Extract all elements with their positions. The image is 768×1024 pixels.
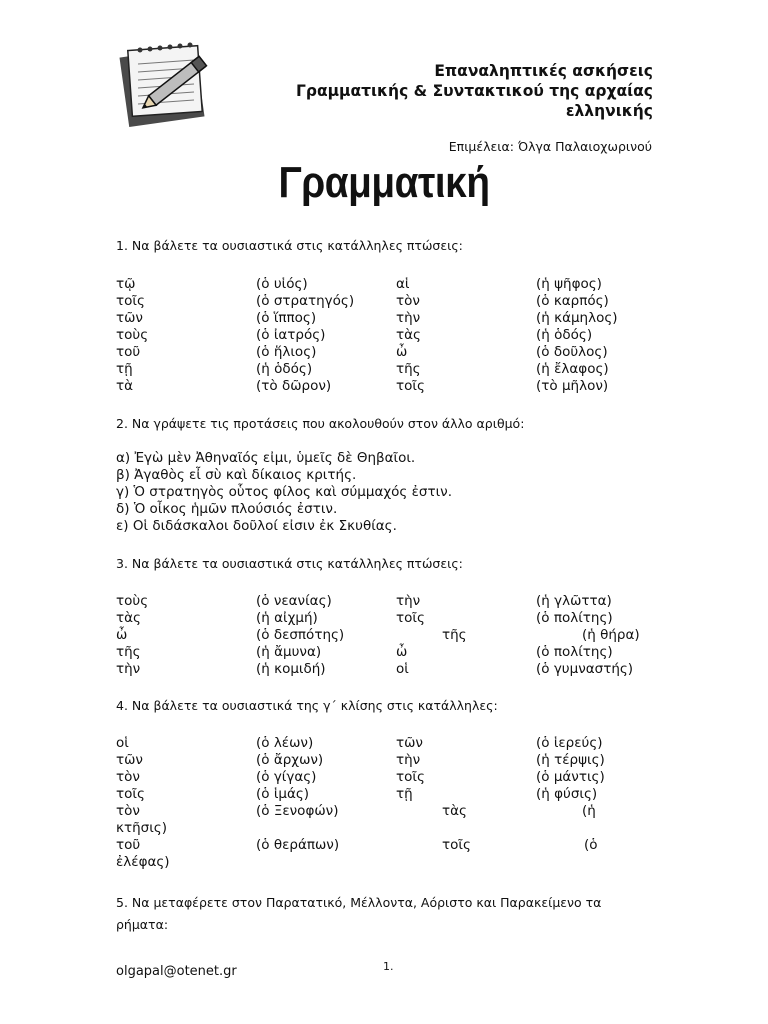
title-line: Επαναληπτικές ασκήσεις bbox=[434, 62, 653, 80]
noun-cell: (ἡ κάμηλος) bbox=[536, 310, 618, 326]
exercise-5-line: ρήματα: bbox=[116, 917, 169, 932]
noun-cell: (ἡ κομιδή) bbox=[256, 661, 326, 677]
page-number: 1. bbox=[383, 960, 394, 973]
article-cell: τοῖς bbox=[116, 293, 145, 309]
article-cell: τὸν bbox=[116, 769, 140, 785]
noun-cell: (ὁ Ξενοφών) bbox=[256, 803, 339, 819]
noun-cell: (ἡ ὁδός) bbox=[536, 327, 593, 343]
article-cell: τοῖς bbox=[396, 769, 425, 785]
article-cell: τὸν bbox=[116, 803, 140, 819]
article-cell: τοῖς bbox=[116, 786, 145, 802]
article-cell: τῷ bbox=[116, 276, 136, 292]
article-cell: αἱ bbox=[396, 276, 410, 292]
article-cell: τὰς bbox=[442, 803, 467, 819]
editor-credit: Επιμέλεια: Όλγα Παλαιοχωρινού bbox=[448, 139, 652, 154]
article-cell: τοῖς bbox=[396, 610, 425, 626]
article-cell: οἱ bbox=[116, 735, 129, 751]
article-cell: ὦ bbox=[396, 644, 408, 660]
noun-cell: (ὁ πολίτης) bbox=[536, 644, 613, 660]
sentence-line: γ) Ὁ στρατηγὸς οὗτος φίλος καὶ σύμμαχός ἐστιν. bbox=[116, 484, 453, 500]
noun-cell: (ὁ ἄρχων) bbox=[256, 752, 324, 768]
article-cell: τοὺς bbox=[116, 327, 149, 343]
article-cell: τοῖς bbox=[442, 837, 471, 853]
noun-cell: (ὁ μάντις) bbox=[536, 769, 605, 785]
article-cell: τῶν bbox=[116, 752, 143, 768]
exercise-4-title: 4. Να βάλετε τα ουσιαστικά της γ΄ κλίσης στις κατάλληλες: bbox=[116, 698, 498, 713]
noun-cell: (ὁ ἵππος) bbox=[256, 310, 317, 326]
noun-cell: (ἡ φύσις) bbox=[536, 786, 598, 802]
article-cell: τὴν bbox=[396, 752, 421, 768]
noun-cell: (ὁ ἰατρός) bbox=[256, 327, 326, 343]
article-cell: τῶν bbox=[396, 735, 423, 751]
title-line: Γραμματικής & Συντακτικού της αρχαίας bbox=[296, 82, 653, 100]
noun-cell: (ὁ θεράπων) bbox=[256, 837, 340, 853]
article-cell: τὴν bbox=[396, 593, 421, 609]
noun-cell: (ὁ στρατηγός) bbox=[256, 293, 355, 309]
article-cell: τὸν bbox=[396, 293, 420, 309]
article-cell: ὦ bbox=[396, 344, 408, 360]
article-cell: τὰς bbox=[116, 610, 141, 626]
sentence-line: ε) Οἱ διδάσκαλοι δοῦλοί εἰσιν ἐκ Σκυθίας. bbox=[116, 518, 397, 534]
noun-cell: (ἡ ὁδός) bbox=[256, 361, 313, 377]
article-cell: τοῦ bbox=[116, 837, 141, 853]
noun-cell: (ἡ αἰχμή) bbox=[256, 610, 318, 626]
noun-cell: (ἡ τέρψις) bbox=[536, 752, 605, 768]
noun-cell: (ὁ δεσπότης) bbox=[256, 627, 345, 643]
article-cell: ὦ bbox=[116, 627, 128, 643]
article-cell: οἱ bbox=[396, 661, 409, 677]
noun-cell: (ὁ γίγας) bbox=[256, 769, 317, 785]
sentence-line: δ) Ὁ οἶκος ἡμῶν πλούσιός ἐστιν. bbox=[116, 501, 338, 517]
article-cell: τοὺς bbox=[116, 593, 149, 609]
article-cell: τῇ bbox=[396, 786, 413, 802]
wrapped-cell: ἐλέφας) bbox=[116, 854, 170, 870]
article-cell: τὰ bbox=[116, 378, 134, 394]
notepad-pencil-icon bbox=[116, 42, 220, 128]
article-cell: τὴν bbox=[116, 661, 141, 677]
noun-cell: (ἡ γλῶττα) bbox=[536, 593, 612, 609]
noun-cell: (τὸ δῶρον) bbox=[256, 378, 332, 394]
noun-cell: (ὁ ἥλιος) bbox=[256, 344, 317, 360]
exercise-1-title: 1. Να βάλετε τα ουσιαστικά στις κατάλληλες πτώσεις: bbox=[116, 238, 463, 253]
noun-cell: (ὁ δοῦλος) bbox=[536, 344, 608, 360]
noun-cell: (ὁ υἱός) bbox=[256, 276, 308, 292]
article-cell: τῆς bbox=[442, 627, 467, 643]
exercise-5-line: 5. Να μεταφέρετε στον Παρατατικό, Μέλλοντα, Αόριστο και Παρακείμενο τα bbox=[116, 895, 602, 910]
noun-cell: (ἡ θήρα) bbox=[582, 627, 640, 643]
article-cell: τῆς bbox=[116, 644, 141, 660]
exercise-2-sentences bbox=[116, 450, 452, 535]
article-cell: τοῦ bbox=[116, 344, 141, 360]
author-email: olgapal@otenet.gr bbox=[116, 964, 237, 979]
noun-cell: (ὁ ἱερεύς) bbox=[536, 735, 603, 751]
noun-cell: (ὁ καρπός) bbox=[536, 293, 609, 309]
noun-cell: (ὁ bbox=[584, 837, 598, 853]
article-cell: τῇ bbox=[116, 361, 133, 377]
noun-cell: (ὁ γυμναστής) bbox=[536, 661, 634, 677]
exercise-5-title bbox=[116, 892, 601, 936]
noun-cell: (τὸ μῆλον) bbox=[536, 378, 609, 394]
noun-cell: (ὁ λέων) bbox=[256, 735, 314, 751]
article-cell: τῶν bbox=[116, 310, 143, 326]
noun-cell: (ἡ ἄμυνα) bbox=[256, 644, 322, 660]
sentence-line: α) Ἐγὼ μὲν Ἀθηναῖός εἰμι, ὑμεῖς δὲ Θηβαῖοι. bbox=[116, 450, 416, 466]
article-cell: τῆς bbox=[396, 361, 421, 377]
noun-cell: (ὁ νεανίας) bbox=[256, 593, 332, 609]
noun-cell: (ὁ πολίτης) bbox=[536, 610, 613, 626]
noun-cell: (ἡ ψῆφος) bbox=[536, 276, 602, 292]
exercise-3-title: 3. Να βάλετε τα ουσιαστικά στις κατάλληλες πτώσεις: bbox=[116, 556, 463, 571]
document-title bbox=[296, 61, 653, 121]
article-cell: τὴν bbox=[396, 310, 421, 326]
title-line: ελληνικής bbox=[565, 102, 653, 120]
wrapped-cell: κτῆσις) bbox=[116, 820, 167, 836]
article-cell: τὰς bbox=[396, 327, 421, 343]
noun-cell: (ὁ ἱμάς) bbox=[256, 786, 310, 802]
section-heading: Γραμματική bbox=[278, 158, 490, 207]
exercise-2-title: 2. Να γράψετε τις προτάσεις που ακολουθούν στον άλλο αριθμό: bbox=[116, 416, 525, 431]
noun-cell: (ἡ ἔλαφος) bbox=[536, 361, 609, 377]
article-cell: τοῖς bbox=[396, 378, 425, 394]
noun-cell: (ἡ bbox=[582, 803, 596, 819]
sentence-line: β) Ἀγαθὸς εἶ σὺ καὶ δίκαιος κριτής. bbox=[116, 467, 357, 483]
